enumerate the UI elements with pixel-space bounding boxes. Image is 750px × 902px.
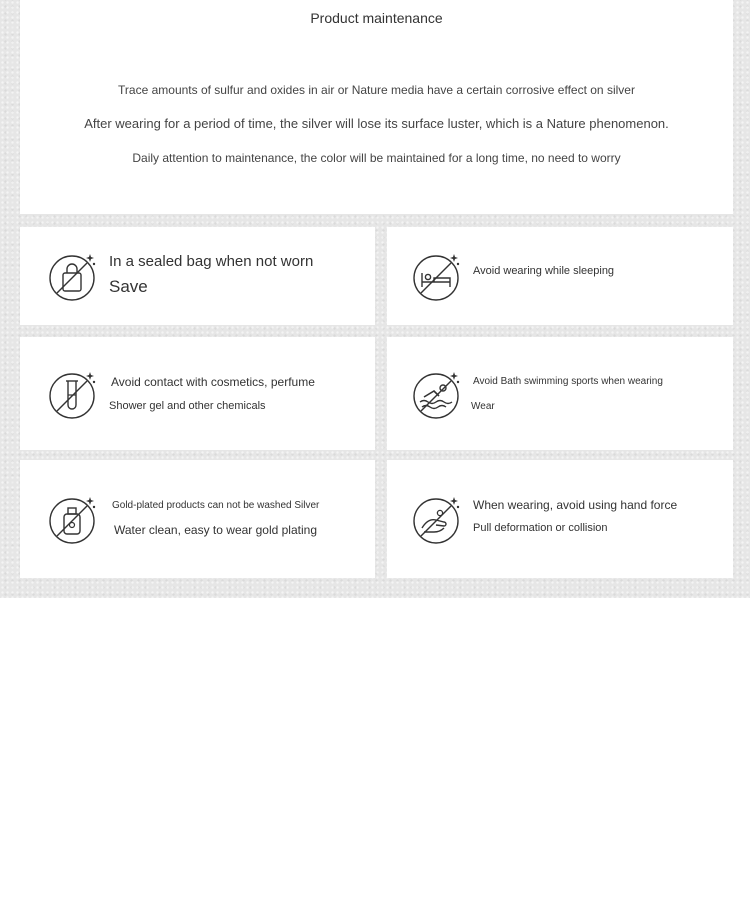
tip-card-chemicals xyxy=(20,337,375,450)
tip-card-hand-force xyxy=(387,460,733,578)
tip-line-1: In a sealed bag when not worn xyxy=(109,253,314,270)
maintenance-line-3: Daily attention to maintenance, the color will be maintained for a long time, no need to worry xyxy=(132,151,621,165)
hand-force-icon xyxy=(412,494,462,544)
sealed-bag-icon xyxy=(48,251,98,301)
maintenance-panel xyxy=(20,0,733,214)
maintenance-line-1: Trace amounts of sulfur and oxides in air or Nature media have a certain corrosive effect on silver xyxy=(118,83,635,97)
tip-line-2: Wear xyxy=(471,401,495,412)
panel-title: Product maintenance xyxy=(310,10,443,26)
tip-line-1: Avoid wearing while sleeping xyxy=(473,265,615,277)
swimming-icon xyxy=(412,369,462,419)
tip-card-swimming xyxy=(387,337,733,450)
bed-sleeping-icon xyxy=(412,251,462,301)
tip-line-2: Pull deformation or collision xyxy=(473,522,608,534)
cleaning-bottle-icon xyxy=(48,494,98,544)
tip-card-sealed-bag xyxy=(20,227,375,325)
tip-line-1: Avoid Bath swimming sports when wearing xyxy=(473,376,663,387)
tip-line-2: Water clean, easy to wear gold plating xyxy=(114,523,317,537)
tip-card-cleaning xyxy=(20,460,375,578)
maintenance-line-2: After wearing for a period of time, the silver will lose its surface luster, which is a Nature phenomenon. xyxy=(84,116,669,131)
tip-card-sleeping xyxy=(387,227,733,325)
tip-line-2: Save xyxy=(109,277,148,296)
tip-line-1: Gold-plated products can not be washed Silver xyxy=(112,500,320,511)
tip-line-2: Shower gel and other chemicals xyxy=(109,400,266,412)
tip-line-1: When wearing, avoid using hand force xyxy=(473,498,678,512)
tip-line-1: Avoid contact with cosmetics, perfume xyxy=(111,375,315,389)
test-tube-chemicals-icon xyxy=(48,369,98,419)
